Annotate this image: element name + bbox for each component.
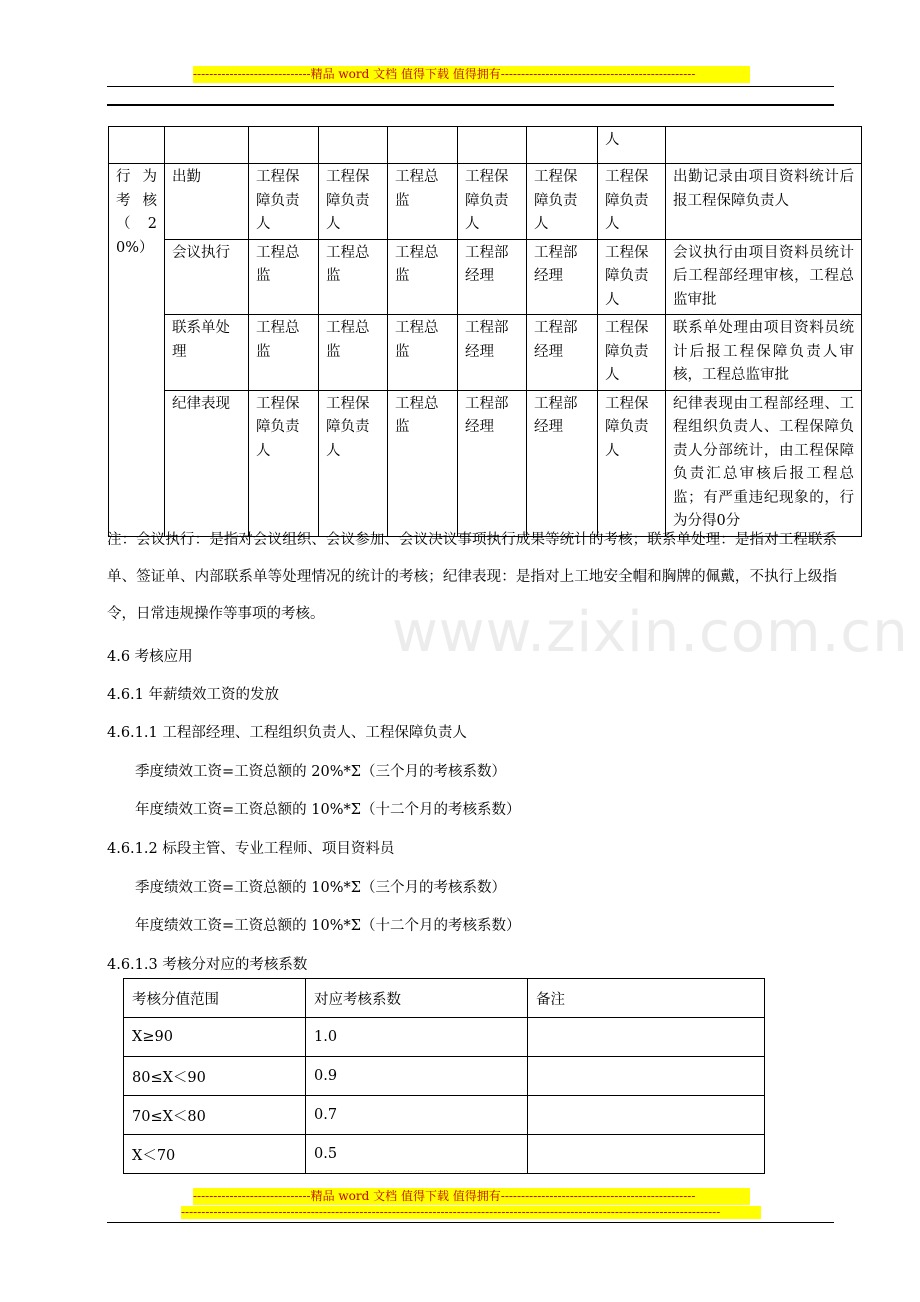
table-cell: 0.7 [306, 1096, 528, 1135]
remark-cell: 纪律表现由工程部经理、工程组织负责人、工程保障负责人分部统计，由工程保障负责汇总审核后报工程总监；有严重违纪现象的，行为分得0分 [666, 390, 862, 536]
header-rule [107, 86, 834, 87]
table-cell: 工程保障负责人 [598, 239, 666, 315]
table-cell: 人 [598, 127, 666, 164]
item-cell: 出勤 [165, 164, 249, 240]
table-row [109, 164, 862, 240]
table-cell: 工程保障负责人 [249, 164, 319, 240]
table-cell: 0.9 [306, 1057, 528, 1096]
table-cell: 工程保障负责人 [598, 315, 666, 391]
footer-banner: -----------------------------精品 word 文档 值得下载 值得拥有------------------------------------------------ [193, 1188, 750, 1205]
table-cell: 工程总监 [249, 315, 319, 391]
table-cell: 1.0 [306, 1018, 528, 1057]
table-row [124, 1096, 765, 1135]
table-header-cell: 备注 [528, 979, 765, 1018]
table-cell: 80≤X＜90 [124, 1057, 306, 1096]
table-header-cell: 对应考核系数 [306, 979, 528, 1018]
table-cell: 工程总监 [319, 239, 388, 315]
table-cell: 工程总监 [249, 239, 319, 315]
footer-rule [107, 1222, 834, 1223]
section-heading: 4.6.1.1 工程部经理、工程组织负责人、工程保障负责人 [107, 725, 467, 741]
section-heading: 4.6 考核应用 [107, 649, 193, 665]
table-cell: 工程保障负责人 [458, 164, 527, 240]
table-cell: 工程总监 [319, 315, 388, 391]
header-banner: -----------------------------精品 word 文档 值得下载 值得拥有------------------------------------------------ [193, 66, 750, 83]
table-cell [528, 1135, 765, 1174]
table-cell [528, 1096, 765, 1135]
watermark: www.zixin.com.cn [392, 600, 909, 665]
remark-cell: 联系单处理由项目资料员统计后报工程保障负责人审核，工程总监审批 [666, 315, 862, 391]
table-cell: 工程总监 [388, 315, 458, 391]
item-cell: 纪律表现 [165, 390, 249, 536]
table-cell [528, 1018, 765, 1057]
section-heading: 4.6.1 年薪绩效工资的发放 [107, 687, 280, 703]
table-cell: 工程保障负责人 [598, 390, 666, 536]
item-cell: 会议执行 [165, 239, 249, 315]
assessment-table [108, 126, 862, 537]
formula-line: 季度绩效工资=工资总额的 20%*Σ（三个月的考核系数） [135, 764, 506, 780]
coefficient-table [123, 978, 765, 1174]
table-cell: 工程部经理 [527, 390, 598, 536]
formula-line: 年度绩效工资=工资总额的 10%*Σ（十二个月的考核系数） [135, 802, 521, 818]
table-cell: X≥90 [124, 1018, 306, 1057]
section-heading: 4.6.1.2 标段主管、专业工程师、项目资料员 [107, 841, 395, 857]
table-cell: 工程总监 [388, 164, 458, 240]
table-row [109, 239, 862, 315]
table-row [124, 1018, 765, 1057]
footer-banner-dashes: ------------------------------------------------------------------------------------------------------------------------------------- [181, 1206, 761, 1219]
table-cell: 工程部经理 [458, 315, 527, 391]
table-cell: 工程总监 [388, 390, 458, 536]
table-cell: 工程部经理 [458, 239, 527, 315]
table-cell: 工程保障负责人 [319, 390, 388, 536]
table-cell: 工程部经理 [527, 315, 598, 391]
header-double-rule [107, 104, 834, 106]
formula-line: 年度绩效工资=工资总额的 10%*Σ（十二个月的考核系数） [135, 918, 521, 934]
table-row-continued [109, 127, 862, 164]
table-cell: X＜70 [124, 1135, 306, 1174]
table-cell: 工程保障负责人 [527, 164, 598, 240]
item-cell: 联系单处理 [165, 315, 249, 391]
table-cell: 工程保障负责人 [319, 164, 388, 240]
note-paragraph: 注：会议执行：是指对会议组织、会议参加、会议决议事项执行成果等统计的考核；联系单处理：是指对工程联系单、签证单、内部联系单等处理情况的统计的考核；纪律表现：是指对上工地安全帽和胸牌的佩戴，不执行上级指令，日常违规操作等事项的考核。 [107, 532, 837, 622]
remark-cell: 会议执行由项目资料员统计后工程部经理审核，工程总监审批 [666, 239, 862, 315]
table-row [124, 1057, 765, 1096]
table-cell [528, 1057, 765, 1096]
table-cell: 工程总监 [388, 239, 458, 315]
formula-line: 季度绩效工资=工资总额的 10%*Σ（三个月的考核系数） [135, 880, 506, 896]
table-cell: 70≤X＜80 [124, 1096, 306, 1135]
table-header-row [124, 979, 765, 1018]
section-heading: 4.6.1.3 考核分对应的考核系数 [107, 957, 308, 973]
table-cell: 工程部经理 [458, 390, 527, 536]
behavior-category-cell: 行为考核（20%） [109, 164, 165, 537]
table-row [109, 390, 862, 536]
table-cell: 工程保障负责人 [249, 390, 319, 536]
table-header-cell: 考核分值范围 [124, 979, 306, 1018]
table-cell: 工程部经理 [527, 239, 598, 315]
table-row [109, 315, 862, 391]
table-row [124, 1135, 765, 1174]
remark-cell: 出勤记录由项目资料统计后报工程保障负责人 [666, 164, 862, 240]
table-cell: 工程保障负责人 [598, 164, 666, 240]
table-cell: 0.5 [306, 1135, 528, 1174]
